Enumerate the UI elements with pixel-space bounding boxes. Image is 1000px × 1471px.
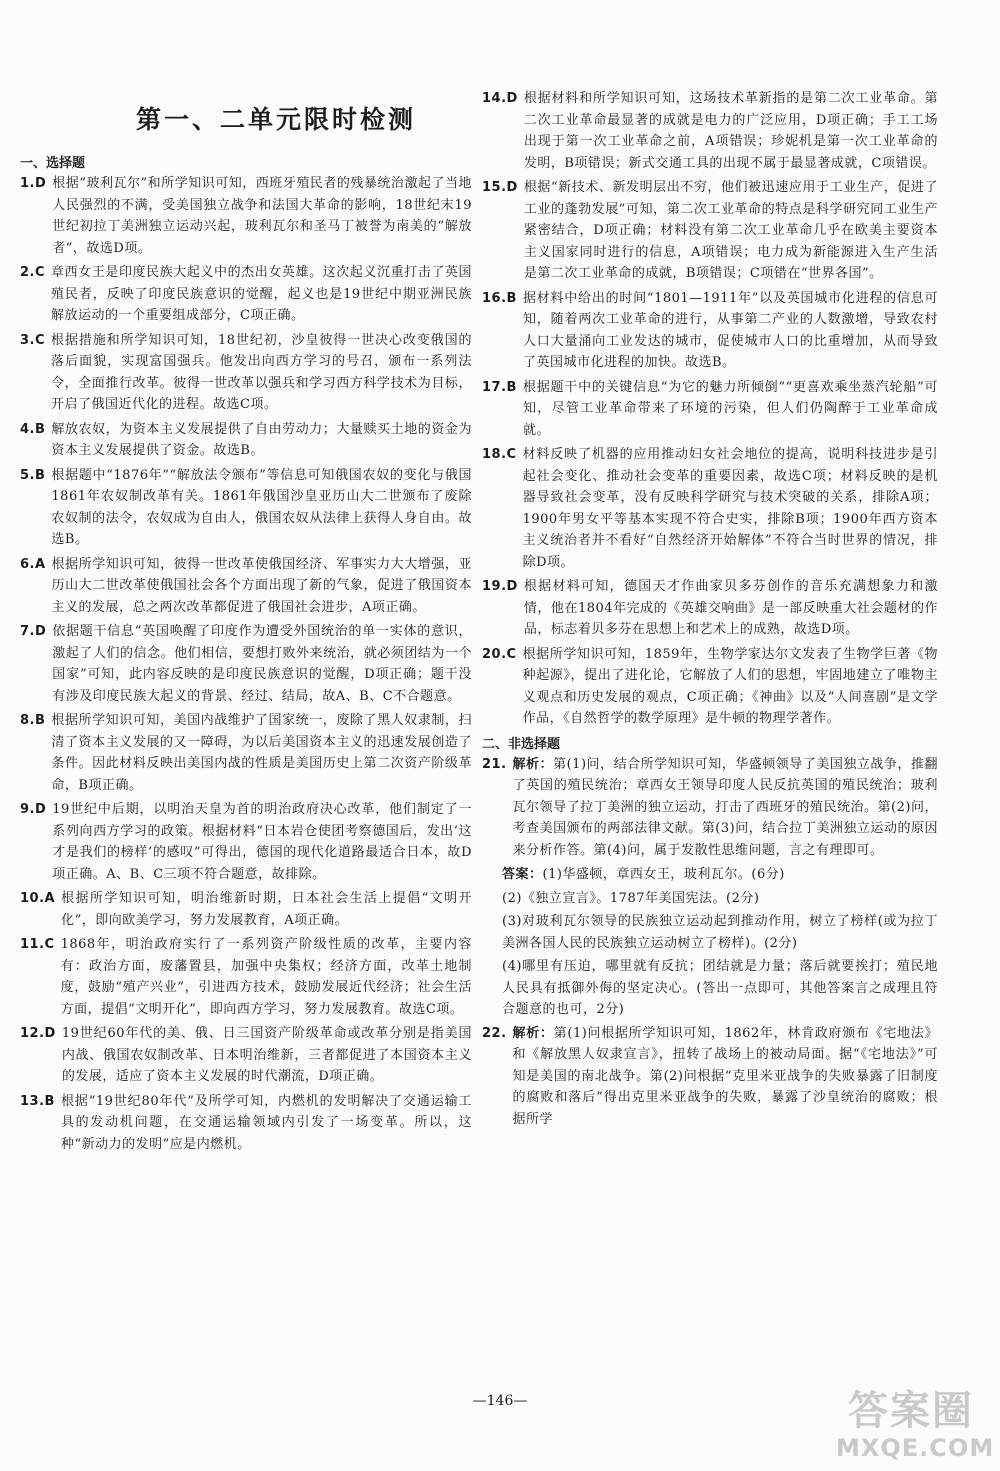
answer-item-21: [482, 754, 938, 862]
answer-number: 9.D: [20, 802, 47, 817]
answer-item: [20, 465, 472, 551]
answer-number: 7.D: [20, 624, 47, 639]
page-title: 第一、二单元限时检测: [135, 105, 416, 134]
answer-text: 据材料中给出的时间“1801—1911年”以及英国城市化进程的信息可知，随着两次工业革命的进行，从事第二产业的人数激增，导致农村人口大量涌向工业发达的城市，促使城市人口的比重增加，从而导致了英国城市化进程的加快。故选B。: [522, 290, 938, 370]
answer-text: 解放农奴，为资本主义发展提供了自由劳动力；大量赎买土地的资金为资本主义发展提供了资金。故选B。: [51, 421, 472, 458]
section-heading-choice: 一、选择题: [20, 156, 86, 171]
answer-number: 15.D: [482, 180, 518, 195]
answer-text: 根据“玻利瓦尔”和所学知识可知，西班牙殖民者的残暴统治激起了当地人民强烈的不满，受美国独立战争和法国大革命的影响，18世纪末19世纪初拉丁美洲独立运动兴起，玻利瓦尔和圣马丁被誉为南美的“解放者”，故选D项。: [52, 176, 472, 256]
answer-text: 19世纪60年代的美、俄、日三国资产阶级革命或改革分别是指美国内战、俄国农奴制改革、日本明治维新，三者都促进了本国资本主义的发展，适应了资本主义发展的时代潮流，D项正确。: [61, 1026, 472, 1084]
answer-text: 章西女王是印度民族大起义中的杰出女英雄。这次起义沉重打击了英国殖民者，反映了印度民族意识的觉醒，起义也是19世纪中期亚洲民族解放运动的一个重要组成部分，C项正确。: [51, 265, 472, 323]
answer-text: [513, 1023, 938, 1131]
analysis-text: 第(1)问根据所学知识可知，1862年，林肯政府颁布《宅地法》和《解放黑人奴隶宣言》，扭转了战场上的被动局面。据“《宅地法》”可知是美国的南北战争。第(2)问根据“克里米亚战争的失败暴露了旧制度的腐败和落后”得出克里米亚战争的失败，暴露了沙皇统治的腐败；根据所学: [512, 1025, 938, 1127]
answer-number: 4.B: [20, 421, 46, 437]
answer-number: 20.C: [482, 646, 517, 662]
answer-number: 14.D: [482, 91, 518, 106]
answer-line: (2)《独立宣言》。1787年美国宪法。(2分): [502, 890, 760, 906]
answer-item: [482, 288, 938, 374]
watermark-logo-text: 答案圈: [848, 1388, 974, 1434]
answer-number: 16.B: [482, 290, 517, 306]
answer-text: 材料反映了机器的应用推动妇女社会地位的提高，说明科技进步是引起社会变化、推动社会变革的重要因素，故选C项；材料反映的是机器导致社会变革，没有反映科学研究与技术突破的关系，排除A项；1900年男女平等基本实现不符合史实，排除B项；1900年西方资本主义统治者并不看好“自然经济开始解体”不符合当时世界的情况，排除D项。: [522, 447, 938, 570]
answer-item: [482, 644, 938, 730]
answer-line: (3)对玻利瓦尔领导的民族独立运动起到推动作用，树立了榜样(或为拉丁美洲各国人民的民族独立运动树立了榜样)。(2分): [502, 914, 938, 951]
answer-item: [20, 419, 472, 462]
answer-item: [482, 177, 938, 285]
answer-item: [20, 1091, 472, 1156]
answer-item: [20, 934, 472, 1020]
answer-text: 根据所学知识可知，明治维新时期，日本社会生活上提倡“文明开化”，即向欧美学习，努力发展教育，A项正确。: [61, 891, 472, 928]
answer-line: (4)哪里有压迫，哪里就有反抗；团结就是力量；落后就要挨打；殖民地人民具有抵御外侮的坚定决心。(答出一点即可，其他答案言之成理且符合题意的也可，2分): [502, 959, 938, 1017]
answer-number: 3.C: [20, 332, 46, 348]
answer-text: 1868年，明治政府实行了一系列资产阶级性质的改革，主要内容有：政治方面，废藩置县，加强中央集权；经济方面，改革土地制度，鼓励“殖产兴业”，引进西方技术，鼓励发展近代经济；社会生活方面，提倡“文明开化”，即向西方学习，努力发展教育。故选C项。: [60, 937, 472, 1017]
left-column: [20, 88, 472, 1158]
answer-text: 根据题干中的关键信息“为它的魅力所倾倒”“更喜欢乘坐蒸汽轮船”可知，尽管工业革命带来了环境的污染，但人们仍陶醉于工业革命成就。: [522, 379, 938, 438]
answer-item: [20, 173, 472, 259]
answer-text: 依据题干信息“英国唤醒了印度作为遭受外国统治的单一实体的意识，激起了人们的信念。他们相信，要想打败外来统治，就必须团结为一个国家”可知，此内容反映的是印度民族意识的觉醒，D项正确；题干没有涉及印度民族大起义的背景、经过、结局，故A、B、C不合题意。: [52, 624, 472, 704]
answer-item: [20, 330, 472, 416]
answer-number: 17.B: [482, 379, 517, 395]
answer-text: 根据题中“1876年”“解放法令颁布”等信息可知俄国农奴的变化与俄国1861年农奴制改革有关。1861年俄国沙皇亚历山大二世颁布了废除农奴制的法令，农奴成为自由人，俄国农奴从法律上获得人身自由。故选B。: [51, 467, 472, 547]
answer-text: [513, 754, 938, 862]
answer-number: 11.C: [20, 937, 55, 952]
left-answer-list: [20, 173, 472, 1155]
watermark-logo: [836, 1387, 995, 1467]
answer-number: 21.: [482, 756, 507, 772]
answer-line-text: (1)华盛顿，章西女王，玻利瓦尔。(6分): [542, 867, 785, 882]
answer-item: [20, 888, 472, 931]
watermark-url: MXQE.COM: [836, 1434, 995, 1462]
answer-item: [482, 576, 938, 641]
answer-text: 根据措施和所学知识可知，18世纪初，沙皇彼得一世决心改变俄国的落后面貌，实现富国强兵。他发出向西方学习的号召，颁布一系列法令，全面推行改革。彼得一世改革以强兵和学习西方科学技术为目标，开启了俄国近代化的进程。故选C项。: [51, 332, 472, 412]
answer-number: 5.B: [20, 467, 46, 483]
answer-item: [20, 710, 472, 796]
answer-number: 6.A: [20, 556, 46, 572]
answer-text: 根据所学知识可知，美国内战维护了国家统一，废除了黑人奴隶制，扫清了资本主义发展的又一障碍，为以后美国资本主义的迅速发展创造了条件。因此材料反映出美国内战的性质是美国历史上第二次资产阶级革命，B项正确。: [51, 713, 472, 793]
answer-item: [20, 262, 472, 327]
answer-number: 18.C: [482, 447, 517, 462]
analysis-label: 解析：: [512, 1025, 554, 1041]
right-column: [482, 88, 938, 1133]
answer-item: [20, 554, 472, 619]
answer-number: 10.A: [20, 891, 56, 906]
answer-number: 13.B: [20, 1093, 55, 1109]
answer-block-21: [482, 864, 938, 1021]
answer-item-22: [482, 1023, 938, 1131]
analysis-text: 第(1)问，结合所学知识可知，华盛顿领导了美国独立战争，推翻了英国的殖民统治；章西女王领导印度人民反抗英国的殖民统治；玻利瓦尔领导了拉丁美洲的独立运动，打击了西班牙的殖民统治。第(2)问，考查美国颁布的两部法律文献。第(3)问，结合拉丁美洲独立运动的原因来分析作答。第(4)问，属于发散性思维问题，言之有理即可。: [512, 756, 938, 858]
answer-text: 根据“新技术、新发明层出不穷，他们被迅速应用于工业生产，促进了工业的蓬勃发展”可知，第二次工业革命的特点是科学研究同工业生产紧密结合，D项正确；材料没有第二次工业革命几乎在欧美主要资本主义国家同时进行的信息，A项错误；电力成为新能源进入生产生活是第二次工业革命的成就，B项错误；C项错在“世界各国”。: [523, 180, 938, 281]
answer-item: [482, 444, 938, 573]
answer-number: 22.: [482, 1025, 507, 1041]
answer-text: 根据所学知识可知，1859年，生物学家达尔文发表了生物学巨著《物种起源》，提出了进化论，它解放了人们的思想，牢固地建立了唯物主义观点和历史发展的观点，C项正确；《神曲》以及“人间喜剧”是文学作品，《自然哲学的数学原理》是牛顿的物理学著作。: [522, 646, 938, 726]
answer-number: 1.D: [20, 176, 47, 191]
section-heading-nonchoice: 二、非选择题: [482, 736, 561, 752]
answer-item: [482, 88, 938, 174]
answer-text: 根据所学知识可知，彼得一世改革使俄国经济、军事实力大大增强，亚历山大二世改革使俄国社会各个方面出现了新的气象，促进了俄国资本主义的发展，总之两次改革都促进了俄国社会进步，A项正确。: [51, 556, 472, 615]
answer-item: [20, 1023, 472, 1088]
page-number: —146—: [472, 1393, 528, 1409]
answer-number: 8.B: [20, 713, 46, 728]
answer-text: 根据材料可知，德国天才作曲家贝多芬创作的音乐充满想象力和激情，他在1804年完成的《英雄交响曲》是一部反映重大社会题材的作品，标志着贝多芬在思想上和艺术上的成熟，故选D项。: [523, 579, 938, 637]
answer-text: 根据材料和所学知识可知，这场技术革新指的是第二次工业革命。第二次工业革命最显著的成就是电力的广泛应用，D项正确；手工工场出现于第一次工业革命之前，A项错误；珍妮机是第一次工业革命的发明，B项错误；新式交通工具的出现不属于最显著成就，C项错误。: [523, 91, 938, 171]
answer-number: 2.C: [20, 265, 46, 280]
answer-item: [20, 799, 472, 885]
analysis-label: 解析：: [512, 756, 554, 772]
right-answer-list: [482, 88, 938, 730]
answer-text: 根据“19世纪80年代”及所学可知，内燃机的发明解决了交通运输工具的发动机问题，在交通运输领域内引发了一场变革。所以，这种“新动力的发明”应是内燃机。: [60, 1093, 472, 1152]
answer-number: 12.D: [20, 1026, 56, 1041]
answer-item: [20, 621, 472, 707]
answer-number: 19.D: [482, 579, 518, 594]
answer-label: 答案：: [502, 867, 543, 882]
answer-line: [502, 864, 938, 886]
answer-item: [482, 377, 938, 442]
answer-text: 19世纪中后期，以明治天皇为首的明治政府决心改革，他们制定了一系列向西方学习的政策。根据材料“日本岩仓使团考察德国后，发出‘这才是我们的榜样’的感叹”可得出，德国的现代化道路最适合日本，故D项正确。A、B、C三项不符合题意，故排除。: [52, 802, 472, 882]
